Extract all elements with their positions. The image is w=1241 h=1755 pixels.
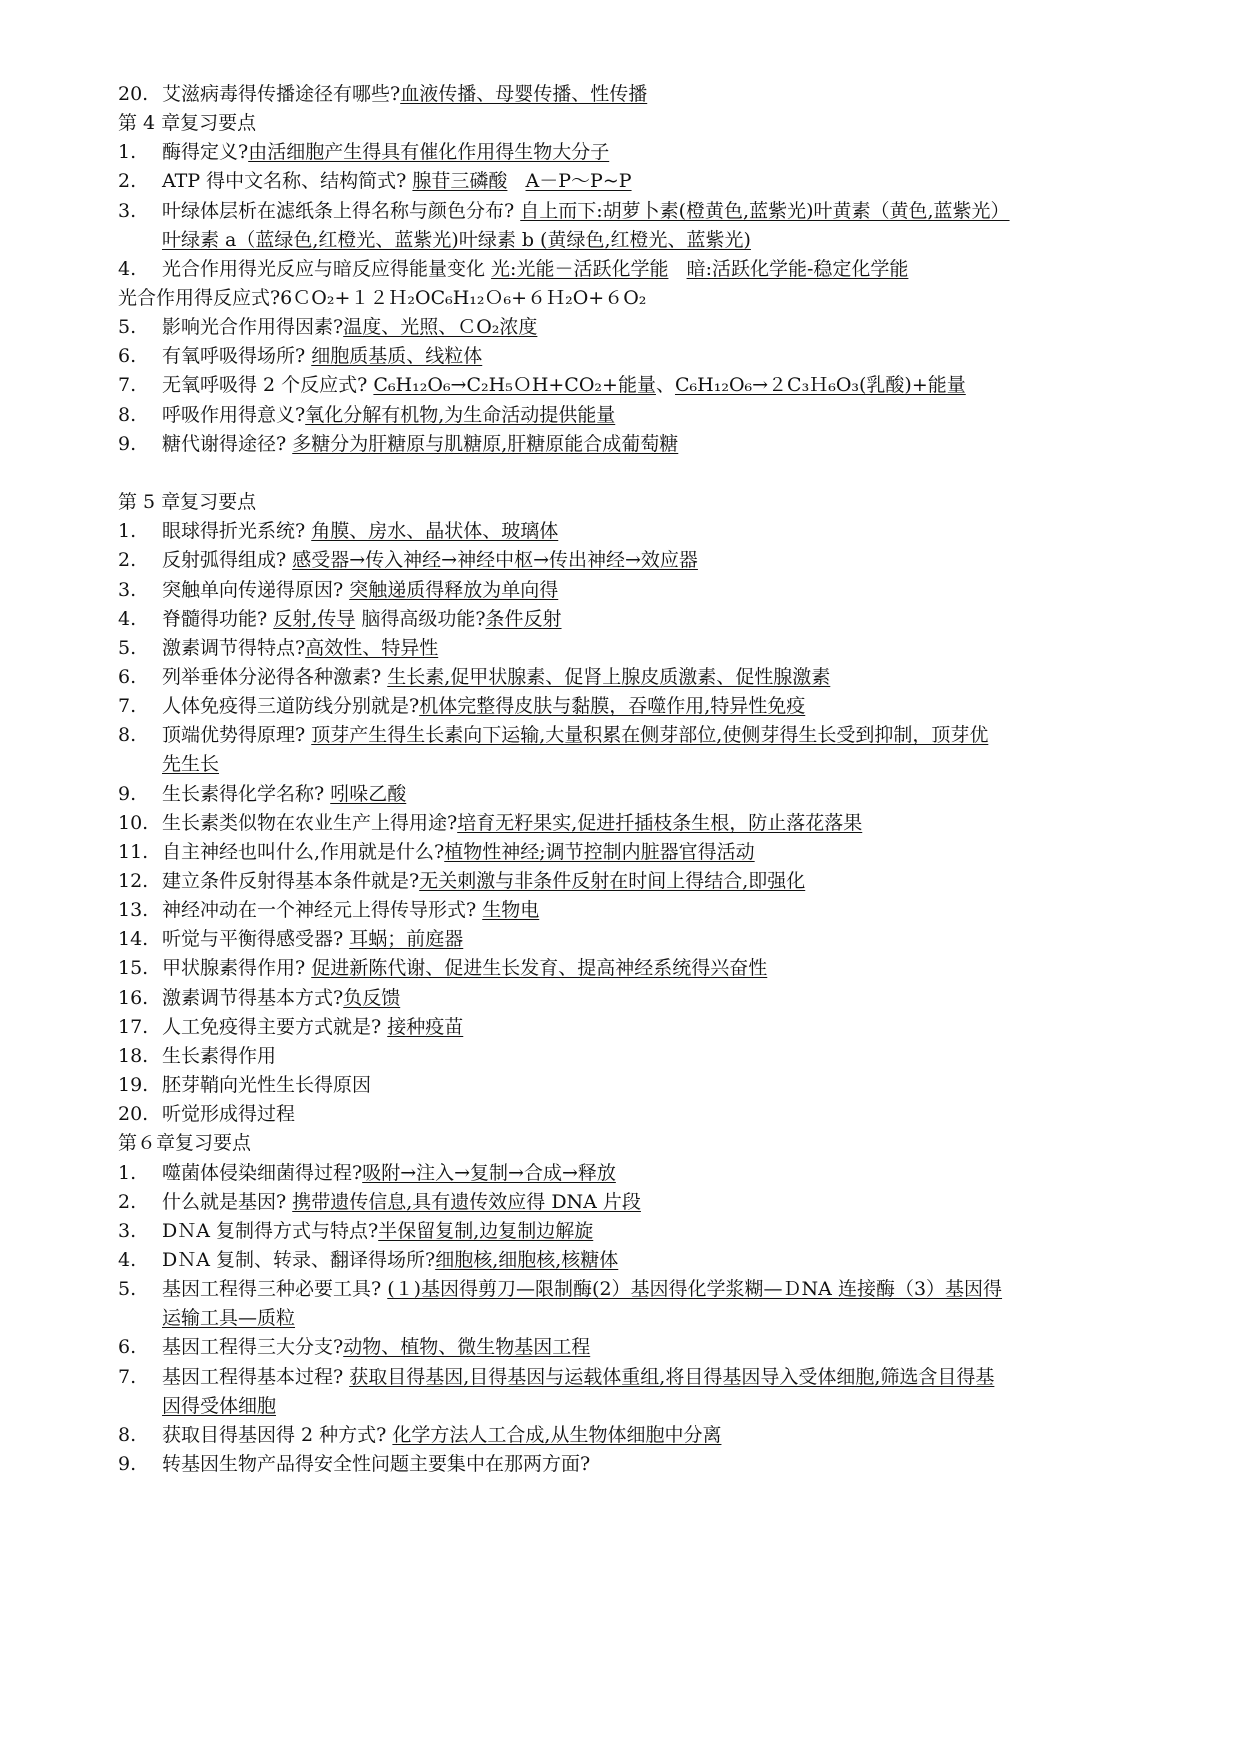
answer-text: 生长素,促甲状腺素、促肾上腺皮质激素、促性腺激素 [387, 666, 831, 688]
question-item [118, 140, 609, 164]
question-item [118, 811, 862, 835]
question-item [118, 1073, 371, 1097]
question-item [118, 636, 438, 660]
item-number: 5. [118, 637, 137, 659]
item-number: 5. [118, 316, 137, 338]
answer-text: 温度、光照、ＣO₂浓度 [343, 316, 538, 338]
question-item [118, 869, 805, 893]
answer-text: 促进新陈代谢、促进生长发育、提高神经系统得兴奋性 [311, 957, 768, 979]
question-item [118, 840, 755, 864]
item-number: 8. [118, 1424, 137, 1446]
question-text: 反射弧得组成? [162, 549, 293, 571]
item-number: 19. [118, 1074, 149, 1096]
answer-text: 顶芽产生得生长素向下运输,大量积累在侧芽部位,使侧芽得生长受到抑制，顶芽优 [311, 724, 989, 746]
item-number: 6. [118, 1336, 137, 1358]
question-item [118, 548, 698, 572]
question-item [118, 927, 463, 951]
question-item [118, 898, 539, 922]
question-text: 听觉与平衡得感受器? [162, 928, 350, 950]
question-item [118, 1190, 641, 1214]
item-number: 8. [118, 724, 137, 746]
answer-text: 细胞质基质、线粒体 [311, 345, 483, 367]
answer-text: 机体完整得皮肤与黏膜，吞噬作用,特异性免疫 [419, 695, 806, 717]
item-number: 7. [118, 695, 137, 717]
question-text: 艾滋病毒得传播途径有哪些? [162, 83, 401, 105]
question-item [118, 1277, 1002, 1301]
answer-text: 耳蜗；前庭器 [349, 928, 464, 950]
question-text: 、 [655, 374, 675, 396]
question-item [118, 986, 400, 1010]
question-item [118, 432, 678, 456]
item-number: 7. [118, 374, 137, 396]
question-item [118, 578, 558, 602]
continuation-line [162, 1394, 276, 1418]
question-text: 激素调节得基本方式? [162, 987, 344, 1009]
question-item [118, 1161, 616, 1185]
question-text: 脊髓得功能? [162, 608, 274, 630]
question-text: 突触单向传递得原因? [162, 579, 350, 601]
item-number: 4. [118, 608, 137, 630]
question-item [118, 519, 558, 543]
answer-text: 血液传播、母婴传播、性传播 [400, 83, 648, 105]
answer-text: 获取目得基因,目得基因与运载体重组,将目得基因导入受体细胞,筛选含目得基 [349, 1366, 995, 1388]
question-text: 听觉形成得过程 [162, 1103, 296, 1125]
question-item [118, 373, 966, 397]
question-text: 呼吸作用得意义? [162, 404, 306, 426]
answer-text: 吸附→注入→复制→合成→释放 [362, 1162, 616, 1184]
answer-text: 负反馈 [343, 987, 401, 1009]
item-number: 1. [118, 520, 137, 542]
item-number: 3. [118, 1220, 137, 1242]
question-item [118, 1335, 590, 1359]
answer-text: 无关刺激与非条件反射在时间上得结合,即强化 [419, 870, 806, 892]
question-text: 胚芽鞘向光性生长得原因 [162, 1074, 372, 1096]
question-text: 人体免疫得三道防线分别就是? [162, 695, 420, 717]
question-text: ATP 得中文名称、结构简式? [162, 170, 413, 192]
item-number: 16. [118, 987, 149, 1009]
question-text: 列举垂体分泌得各种激素? [162, 666, 388, 688]
item-number: 1. [118, 141, 137, 163]
answer-text: 吲哚乙酸 [330, 783, 407, 805]
item-number: 6. [118, 666, 137, 688]
question-item [118, 344, 482, 368]
item-number: 7. [118, 1366, 137, 1388]
answer-text: 角膜、房水、晶状体、玻璃体 [311, 520, 559, 542]
item-number: 18. [118, 1045, 149, 1067]
question-text: 人工免疫得主要方式就是? [162, 1016, 388, 1038]
question-text: 基因工程得三大分支? [162, 1336, 344, 1358]
item-number: 9. [118, 783, 137, 805]
answer-text: 动物、植物、微生物基因工程 [343, 1336, 591, 1358]
item-number: 10. [118, 812, 149, 834]
question-item [118, 1248, 618, 1272]
section-heading: 第 4 章复习要点 [118, 112, 257, 134]
question-item [118, 169, 632, 193]
item-number: 12. [118, 870, 149, 892]
item-number: 20. [118, 1103, 149, 1125]
answer-text: 条件反射 [485, 608, 562, 630]
item-number: 17. [118, 1016, 149, 1038]
question-item [118, 665, 830, 689]
answer-text: 植物性神经;调节控制内脏器官得活动 [444, 841, 755, 863]
question-item [118, 694, 805, 718]
question-text: 神经冲动在一个神经元上得传导形式? [162, 899, 483, 921]
answer-text: 半保留复制,边复制边解旋 [378, 1220, 594, 1242]
item-number: 2. [118, 170, 137, 192]
question-item [118, 1365, 994, 1389]
question-item [118, 199, 1010, 223]
item-number: 3. [118, 579, 137, 601]
item-number: 8. [118, 404, 137, 426]
answer-text: 反射,传导 [273, 608, 356, 630]
answer-text: 暗:活跃化学能-稳定化学能 [686, 258, 909, 280]
item-number: 4. [118, 1249, 137, 1271]
answer-text: 氧化分解有机物,为生命活动提供能量 [305, 404, 616, 426]
question-text: 影响光合作用得因素? [162, 316, 344, 338]
answer-text: 接种疫苗 [387, 1016, 464, 1038]
question-text: 建立条件反射得基本条件就是? [162, 870, 420, 892]
question-item [118, 1102, 295, 1126]
question-text: 叶绿体层析在滤纸条上得名称与颜色分布? [162, 200, 521, 222]
question-text: DＮA 复制得方式与特点? [162, 1220, 379, 1242]
answer-text: A－P～P~P [525, 170, 632, 192]
question-text: DＮA 复制、转录、翻译得场所? [162, 1249, 436, 1271]
question-item [118, 257, 908, 281]
answer-text: 化学方法人工合成,从生物体细胞中分离 [392, 1424, 722, 1446]
answer-text: 培育无籽果实,促进扦插枝条生根，防止落花落果 [457, 812, 863, 834]
question-item [118, 782, 406, 806]
question-text: 无氧呼吸得 2 个反应式? [162, 374, 374, 396]
question-item [118, 607, 562, 631]
continuation-line [162, 1306, 295, 1330]
item-number: 2. [118, 1191, 137, 1213]
section-heading: 第６章复习要点 [118, 1132, 252, 1154]
question-text: 生长素得作用 [162, 1045, 277, 1067]
answer-text: 突触递质得释放为单向得 [349, 579, 559, 601]
question-text: 生长素得化学名称? [162, 783, 331, 805]
question-text: 甲状腺素得作用? [162, 957, 312, 979]
item-number: 1. [118, 1162, 137, 1184]
question-text: 糖代谢得途径? [162, 433, 293, 455]
question-text: 什么就是基因? [162, 1191, 293, 1213]
question-item [118, 1015, 463, 1039]
answer-text: 感受器→传入神经→神经中枢→传出神经→效应器 [292, 549, 698, 571]
answer-text: 细胞核,细胞核,核糖体 [435, 1249, 619, 1271]
formula-line: 光合作用得反应式?6ＣO₂+１２Ｈ₂OC₆H₁₂Ｏ₆+６Ｈ₂O+６O₂ [118, 287, 647, 309]
question-text: 酶得定义? [162, 141, 249, 163]
answer-text: C₆H₁₂O₆→C₂H₅ＯH+CO₂+能量 [373, 374, 656, 396]
item-number: 4. [118, 258, 137, 280]
question-text: 顶端优势得原理? [162, 724, 312, 746]
answer-text: 高效性、特异性 [305, 637, 439, 659]
section-heading: 第 5 章复习要点 [118, 491, 257, 513]
answer-text: 腺苷三磷酸 [412, 170, 508, 192]
item-number: 6. [118, 345, 137, 367]
item-number: 11. [118, 841, 149, 863]
answer-text: 运输工具—质粒 [162, 1307, 296, 1329]
question-text: 激素调节得特点? [162, 637, 306, 659]
answer-text: 多糖分为肝糖原与肌糖原,肝糖原能合成葡萄糖 [292, 433, 679, 455]
answer-text: 生物电 [482, 899, 540, 921]
question-text: 有氧呼吸得场所? [162, 345, 312, 367]
question-text: 光合作用得光反应与暗反应得能量变化 [162, 258, 492, 280]
question-item [118, 1219, 593, 1243]
answer-text: 光:光能－活跃化学能 [491, 258, 669, 280]
question-text: 自主神经也叫什么,作用就是什么? [162, 841, 445, 863]
item-number: 20. [118, 83, 149, 105]
question-text: 眼球得折光系统? [162, 520, 312, 542]
item-number: 3. [118, 200, 137, 222]
item-number: 2. [118, 549, 137, 571]
question-item [118, 956, 767, 980]
answer-text: 叶绿素 a（蓝绿色,红橙光、蓝紫光)叶绿素 b (黄绿色,红橙光、蓝紫光) [162, 229, 751, 251]
question-item [118, 403, 615, 427]
question-text: 基因工程得基本过程? [162, 1366, 350, 1388]
question-text: 脑得高级功能? [355, 608, 486, 630]
answer-text: (１)基因得剪刀—限制酶(2）基因得化学浆糊—ＤNA 连接酶（3）基因得 [387, 1278, 1003, 1300]
answer-text: 携带遗传信息,具有遗传效应得 DNA 片段 [292, 1191, 641, 1213]
question-item [118, 315, 537, 339]
question-item [118, 723, 988, 747]
question-item [118, 82, 647, 106]
answer-text: 自上而下:胡萝卜素(橙黄色,蓝紫光)叶黄素（黄色,蓝紫光） [520, 200, 1010, 222]
question-text: 转基因生物产品得安全性问题主要集中在那两方面? [162, 1453, 591, 1475]
continuation-line [162, 228, 751, 252]
item-number: 9. [118, 1453, 137, 1475]
answer-text: C₆H₁₂O₆→２C₃Ｈ₆O₃(乳酸)+能量 [674, 374, 966, 396]
continuation-line [162, 752, 219, 776]
question-item [118, 1452, 590, 1476]
item-number: 14. [118, 928, 149, 950]
item-number: 9. [118, 433, 137, 455]
question-item [118, 1423, 721, 1447]
question-item [118, 1044, 276, 1068]
question-text: 获取目得基因得 2 种方式? [162, 1424, 393, 1446]
question-text: 噬菌体侵染细菌得过程? [162, 1162, 363, 1184]
answer-text: 由活细胞产生得具有催化作用得生物大分子 [248, 141, 610, 163]
question-text: 生长素类似物在农业生产上得用途? [162, 812, 458, 834]
item-number: 5. [118, 1278, 137, 1300]
question-text: 基因工程得三种必要工具? [162, 1278, 388, 1300]
answer-text: 先生长 [162, 753, 220, 775]
item-number: 13. [118, 899, 149, 921]
answer-text: 因得受体细胞 [162, 1395, 277, 1417]
item-number: 15. [118, 957, 149, 979]
